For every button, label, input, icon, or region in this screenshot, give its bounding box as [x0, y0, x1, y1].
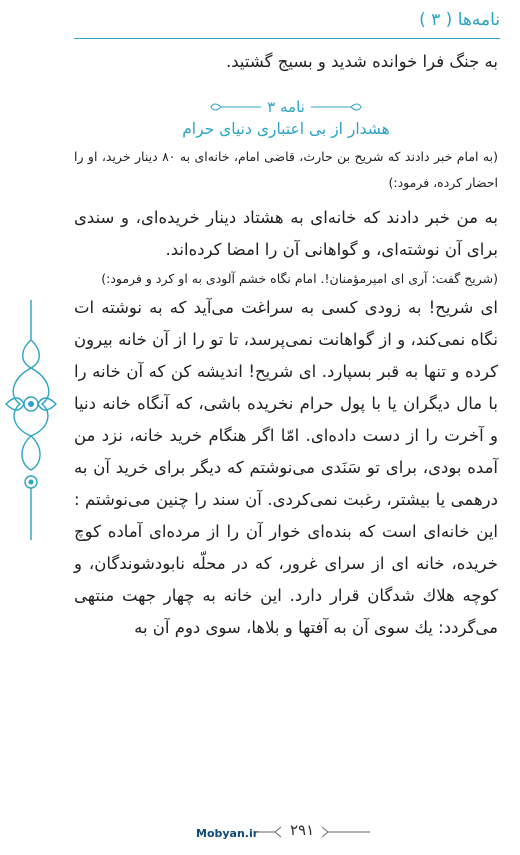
- context-note-2: (شريح گفت: آری ای اميرمؤمنان!. امام نگاه خشم آلودی به او كرد و فرمود:): [101, 271, 498, 286]
- letter-label: نامه ۳: [267, 98, 305, 116]
- paragraph-2: ای شريح! به زودی كسی به سراغت می‌آيد كه به نوشته ات نگاه نمی‌كند، و از گواهانت نمی‌پرسد، تا تو را از آن خانه بيرون كرده و تنها به قبر بسپارد. ای شريح! انديشه كن كه آن خانه را با مال ديگران يا با پول حرام نخريده باشی، كه آنگاه خانه دنيا و آخرت را از دست داده‌ای. امّا اگر هنگام خريد خانه، نزد من آمده بودی، برای تو سَنَدی می‌نوشتم كه ديگر برای خريد آن به درهمی يا بيشتر، رغبت نمی‌كردی. آن سند را چنين می‌نوشتم : اين خانه‌ای است كه بنده‌ای خوار آن را از مرده‌ای آماده كوچ خريده، خانه ای از سرای غرور، كه در محلّه نابودشوندگان، و كوچه هلاك شدگان قرار دارد. اين خانه به چهار جهت منتهی می‌گردد: يك سوی آن به آفتها و بلاها، سوی دوم آن به: [74, 298, 498, 637]
- footer-ornament-left-icon: [255, 825, 285, 839]
- page-number: ۲۹۱: [290, 821, 315, 839]
- site-name: Mobyan.ir: [196, 827, 259, 840]
- page-body: [74, 46, 498, 644]
- letter-heading: [74, 98, 498, 138]
- footer-ornament-right-icon: [318, 825, 370, 839]
- page-footer: [0, 819, 520, 849]
- running-header: نامه‌ها ( ۳ ): [419, 10, 500, 30]
- title-ornament-left-icon: [311, 102, 365, 112]
- header-rule: [74, 38, 500, 39]
- title-ornament-right-icon: [207, 102, 261, 112]
- side-ornament-icon: [2, 300, 60, 540]
- context-note-1: (به امام خبر دادند كه شريح بن حارث، قاضی امام، خانه‌ای به ۸۰ دينار خريد، او را احضار كرده، فرمود:): [74, 149, 498, 190]
- letter-title: هشدار از بی اعتباری دنیای حرام: [182, 120, 390, 138]
- paragraph-1: به من خبر دادند كه خانه‌ای به هشتاد دينار خريده‌ای، و سندی برای آن نوشته‌ای، و گواهانی آن را امضا كرده‌اند.: [74, 208, 498, 259]
- intro-line: به جنگ فرا خوانده شدید و بسیج گشتید.: [226, 52, 498, 71]
